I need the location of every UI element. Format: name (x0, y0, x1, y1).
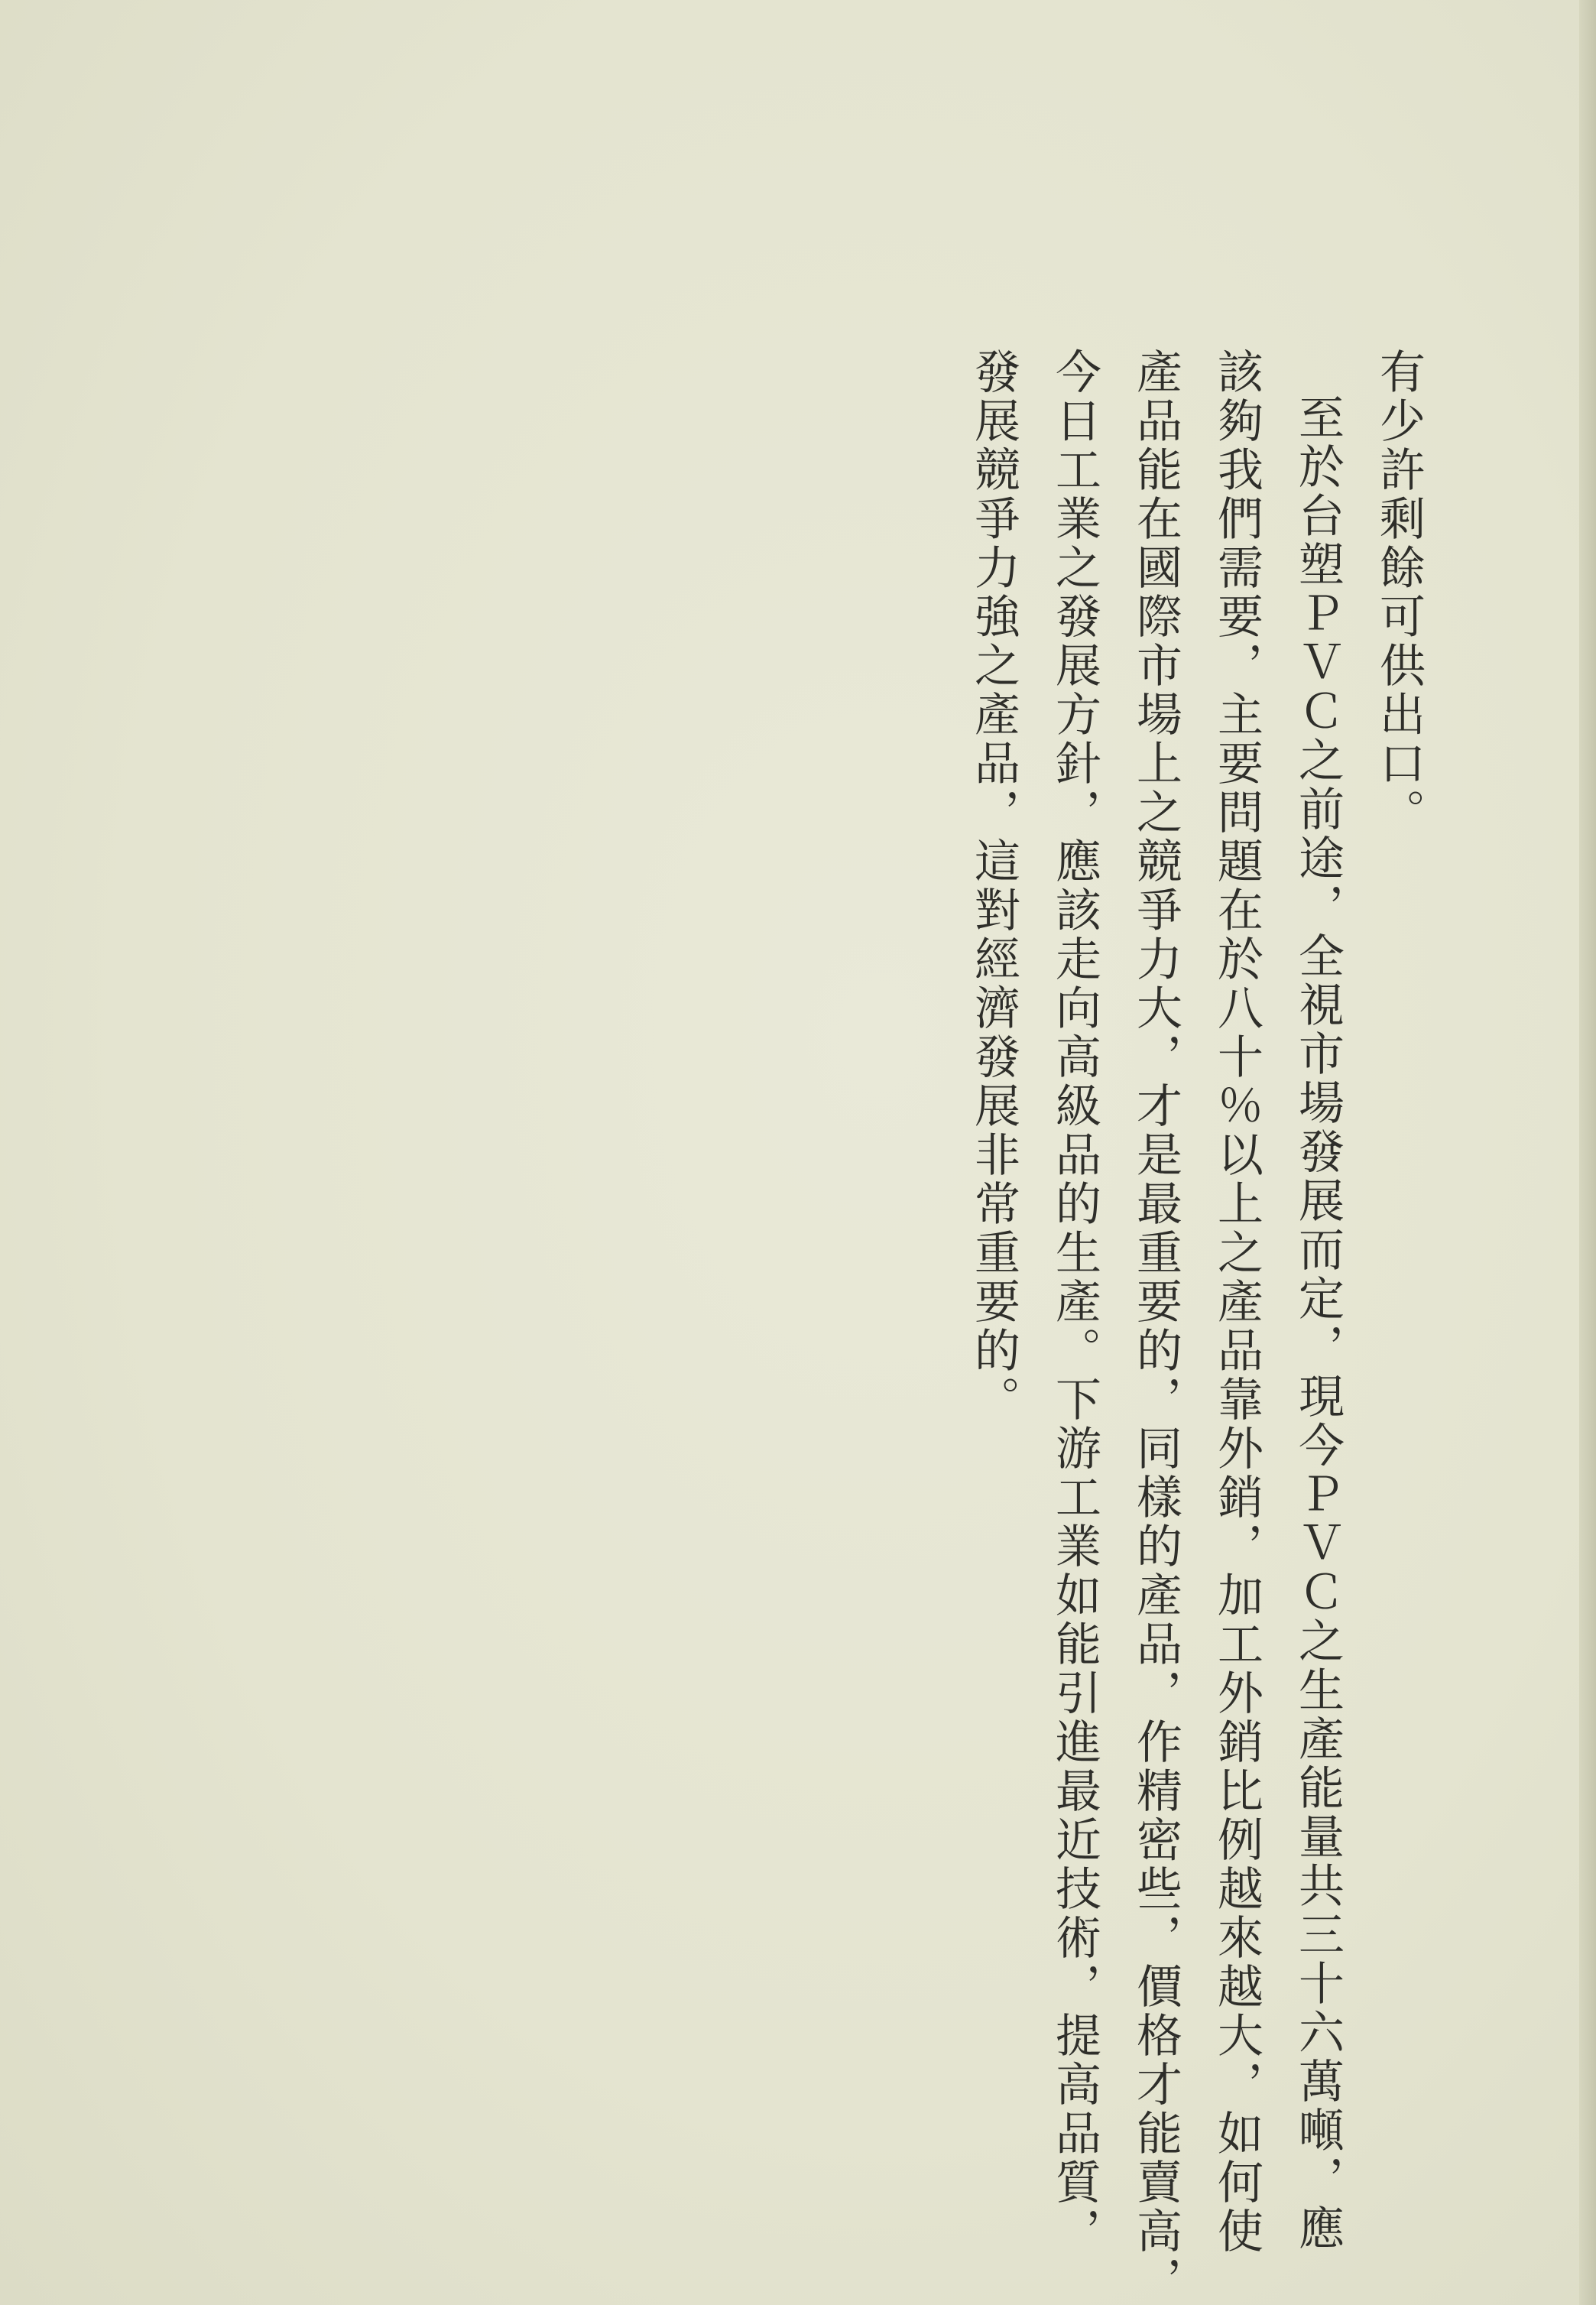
text-line-5: 今日工業之發展方針，應該走向高級品的生產。下游工業如能引進最近技術，提高品質， (1048, 348, 1101, 2256)
text-line-4: 產品能在國際市場上之競爭力大，才是最重要的，同樣的產品，作精密些，價格才能賣高， (1129, 348, 1182, 2305)
text-line-2: 至於台塑ＰＶＣ之前途，全視市場發展而定，現今ＰＶＣ之生產能量共三十六萬噸，應 (1291, 394, 1345, 2253)
body-text (953, 348, 1439, 2305)
text-line-1: 有少許剩餘可供出口。 (1372, 348, 1426, 837)
page-edge (1579, 0, 1596, 2305)
text-line-6: 發展競爭力強之產品，這對經濟發展非常重要的。 (967, 348, 1020, 1424)
text-line-3: 該夠我們需要，主要問題在於八十％以上之產品靠外銷，加工外銷比例越來越大，如何使 (1210, 348, 1264, 2256)
